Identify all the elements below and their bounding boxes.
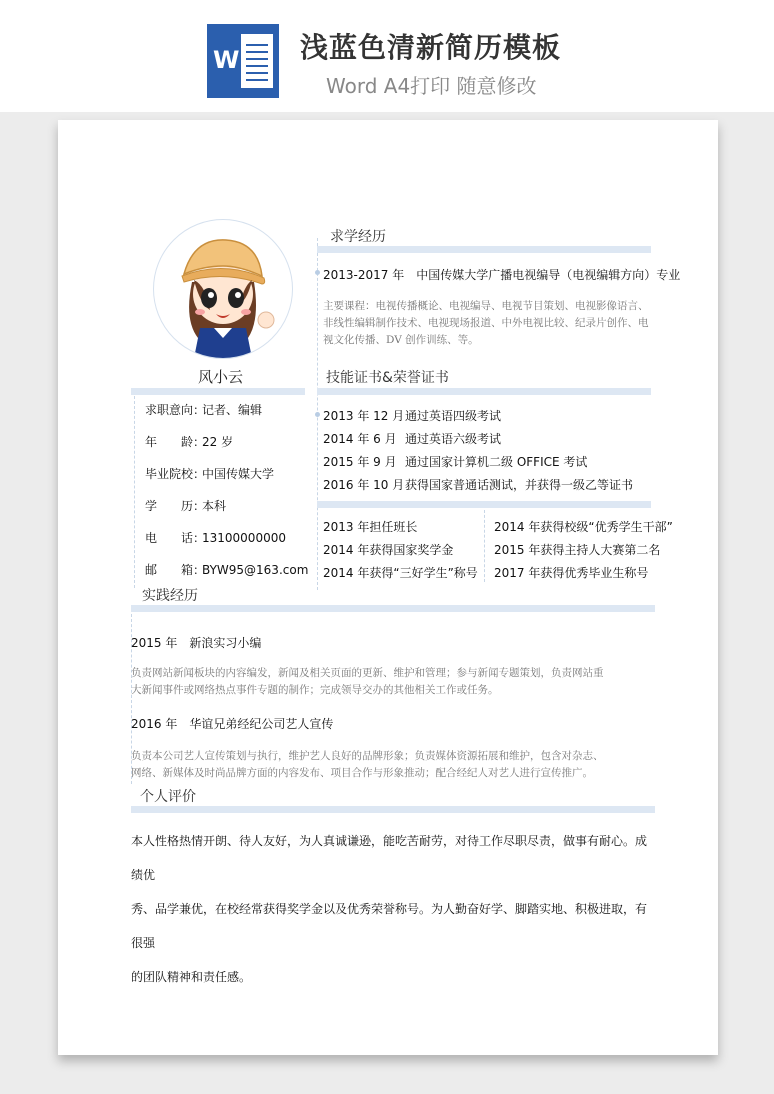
honors-divider (484, 510, 485, 582)
banner-title: 浅蓝色清新简历模板 (300, 31, 562, 64)
practice-bar (131, 605, 655, 612)
info-email: 邮 箱：BYW95@163.com (145, 563, 309, 577)
certificate-row: 2014 年 6 月 通过英语六级考试 (323, 432, 502, 446)
info-phone: 电 话：13100000000 (145, 531, 286, 545)
section-title-skills: 技能证书&荣誉证书 (326, 370, 449, 386)
timeline-dot (315, 270, 320, 275)
word-icon: W (207, 24, 279, 98)
honor-item: 2014 年获得“三好学生”称号 (323, 566, 478, 580)
education-bar (317, 246, 651, 253)
practice-entry: 2015 年 新浪实习小编 (131, 636, 262, 650)
info-degree: 学 历：本科 (145, 499, 227, 513)
skills-bar (317, 388, 651, 395)
honor-item: 2014 年获得校级“优秀学生干部” (494, 520, 673, 534)
honor-item: 2015 年获得主持人大赛第二名 (494, 543, 661, 557)
info-intention: 求职意向：记者、编辑 (145, 403, 263, 417)
info-school: 毕业院校：中国传媒大学 (145, 467, 275, 481)
section-title-practice: 实践经历 (142, 588, 198, 604)
certificate-row: 2016 年 10 月获得国家普通话测试，并获得一级乙等证书 (323, 478, 634, 492)
certificate-row: 2013 年 12 月通过英语四级考试 (323, 409, 502, 423)
practice-entry: 2016 年 华谊兄弟经纪公司艺人宣传 (131, 717, 334, 731)
banner-header (0, 0, 774, 112)
education-courses: 主要课程：电视传播概论、电视编导、电视节目策划、电视影像语言、 非线性编辑制作技术、电视现场报道、中外电视比较、纪录片创作、电 视文化传播、DV 创作训练、等。 (323, 300, 649, 346)
evaluation-bar (131, 806, 655, 813)
timeline-dot (315, 412, 320, 417)
honor-item: 2013 年担任班长 (323, 520, 418, 534)
resume-page (58, 120, 718, 1055)
practice-description: 负责网站新闻板块的内容编发，新闻及相关页面的更新、维护和管理；参与新闻专题策划，负责网站重 大新闻事件或网络热点事件专题的制作；完成领导交办的其他相关工作或任务。 (131, 667, 604, 696)
evaluation-text: 本人性格热情开朗、待人友好，为人真诚谦逊，能吃苦耐劳，对待工作尽职尽责，做事有耐心。成绩优 秀、品学兼优，在校经常获得奖学金以及优秀荣誉称号。为人勤奋好学、脚踏实地、积极进取，有很强 的团队精神和责任感。 (131, 834, 648, 984)
avatar (153, 219, 293, 359)
banner-subtitle: Word A4打印 随意修改 (326, 74, 537, 98)
name-bar (131, 388, 305, 395)
cartoon-girl-icon (154, 220, 292, 358)
honors-bar (317, 501, 651, 508)
section-title-evaluation: 个人评价 (140, 789, 196, 805)
profile-timeline (134, 396, 135, 588)
section-title-education: 求学经历 (330, 229, 386, 245)
practice-description: 负责本公司艺人宣传策划与执行，维护艺人良好的品牌形象；负责媒体资源拓展和维护，包含对杂志、 网络、新媒体及时尚品牌方面的内容发布、项目合作与形象推动；配合经纪人对艺人进行宣传推广。 (131, 750, 604, 779)
honor-item: 2014 年获得国家奖学金 (323, 543, 454, 557)
profile-name: 风小云 (198, 368, 244, 386)
info-age: 年 龄：22 岁 (145, 435, 234, 449)
education-entry: 2013-2017 年 中国传媒大学广播电视编导（电视编辑方向）专业 (323, 268, 681, 282)
honor-item: 2017 年获得优秀毕业生称号 (494, 566, 649, 580)
certificate-row: 2015 年 9 月 通过国家计算机二级 OFFICE 考试 (323, 455, 588, 469)
